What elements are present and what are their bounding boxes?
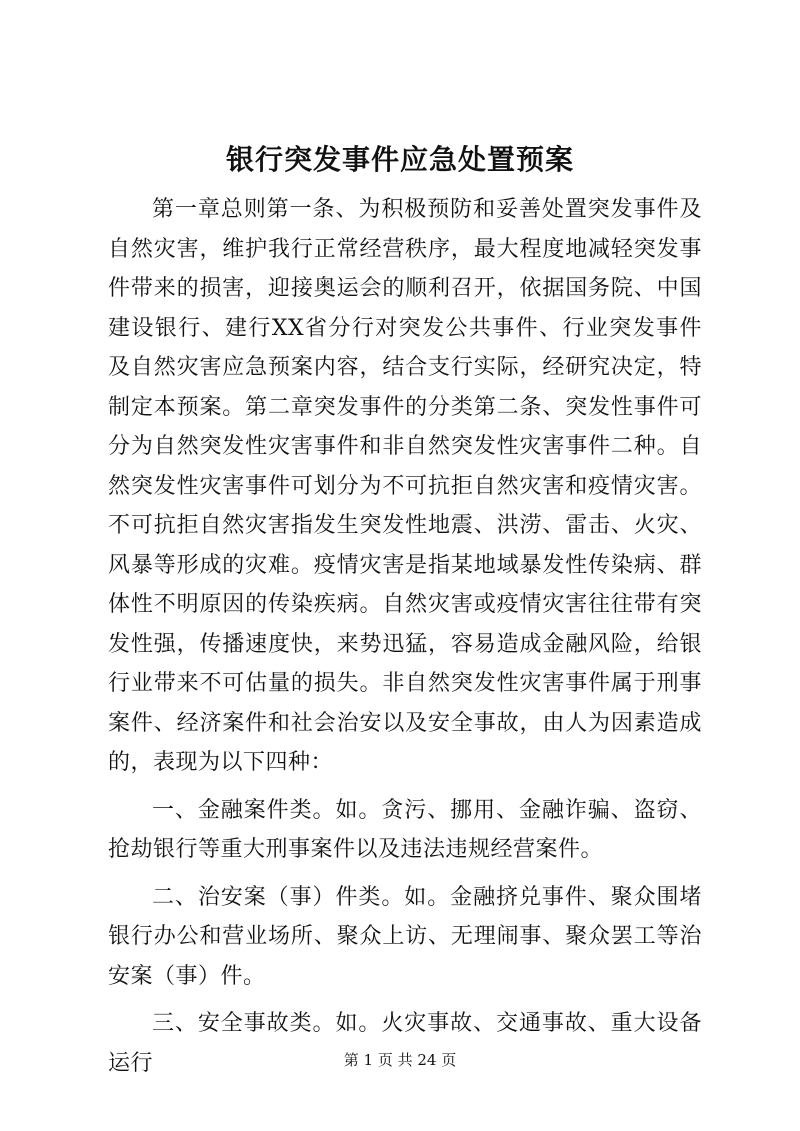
page-footer: 第 1 页 共 24 页 xyxy=(343,1051,457,1069)
paragraph: 第一章总则第一条、为积极预防和妥善处置突发事件及自然灾害，维护我行正常经营秩序，最大程度地减轻突发事件带来的损害，迎接奥运会的顺利召开，依据国务院、中国建设银行、建行XX省分行对突发公共事件、行业突发事件及自然灾害应急预案内容，结合支行实际，经研究决定，特制定本预案。第二章突发事件的分类第二条、突发性事件可分为自然突发性灾害事件和非自然突发性灾害事件二种。自然突发性灾害事件可划分为不可抗拒自然灾害和疫情灾害。不可抗拒自然灾害指发生突发性地震、洪涝、雷击、火灾、风暴等形成的灾难。疫情灾害是指某地域暴发性传染病、群体性不明原因的传染疾病。自然灾害或疫情灾害往往带有突发性强，传播速度快，来势迅猛，容易造成金融风险，给银行业带来不可估量的损失。非自然突发性灾害事件属于刑事案件、经济案件和社会治安以及安全事故，由人为因素造成的，表现为以下四种： xyxy=(108,197,702,775)
paragraph: 三、安全事故类。如。火灾事故、交通事故、重大设备运行 xyxy=(108,1011,702,1076)
paragraph: 一、金融案件类。如。贪污、挪用、金融诈骗、盗窃、抢劫银行等重大刑事案件以及违法违规经营案件。 xyxy=(108,797,702,862)
paragraph: 二、治安案（事）件类。如。金融挤兑事件、聚众围堵银行办公和营业场所、聚众上访、无理闹事、聚众罢工等治安案（事）件。 xyxy=(108,884,702,989)
document-body xyxy=(108,190,702,1083)
document-title: 银行突发事件应急处置预案 xyxy=(225,143,574,176)
